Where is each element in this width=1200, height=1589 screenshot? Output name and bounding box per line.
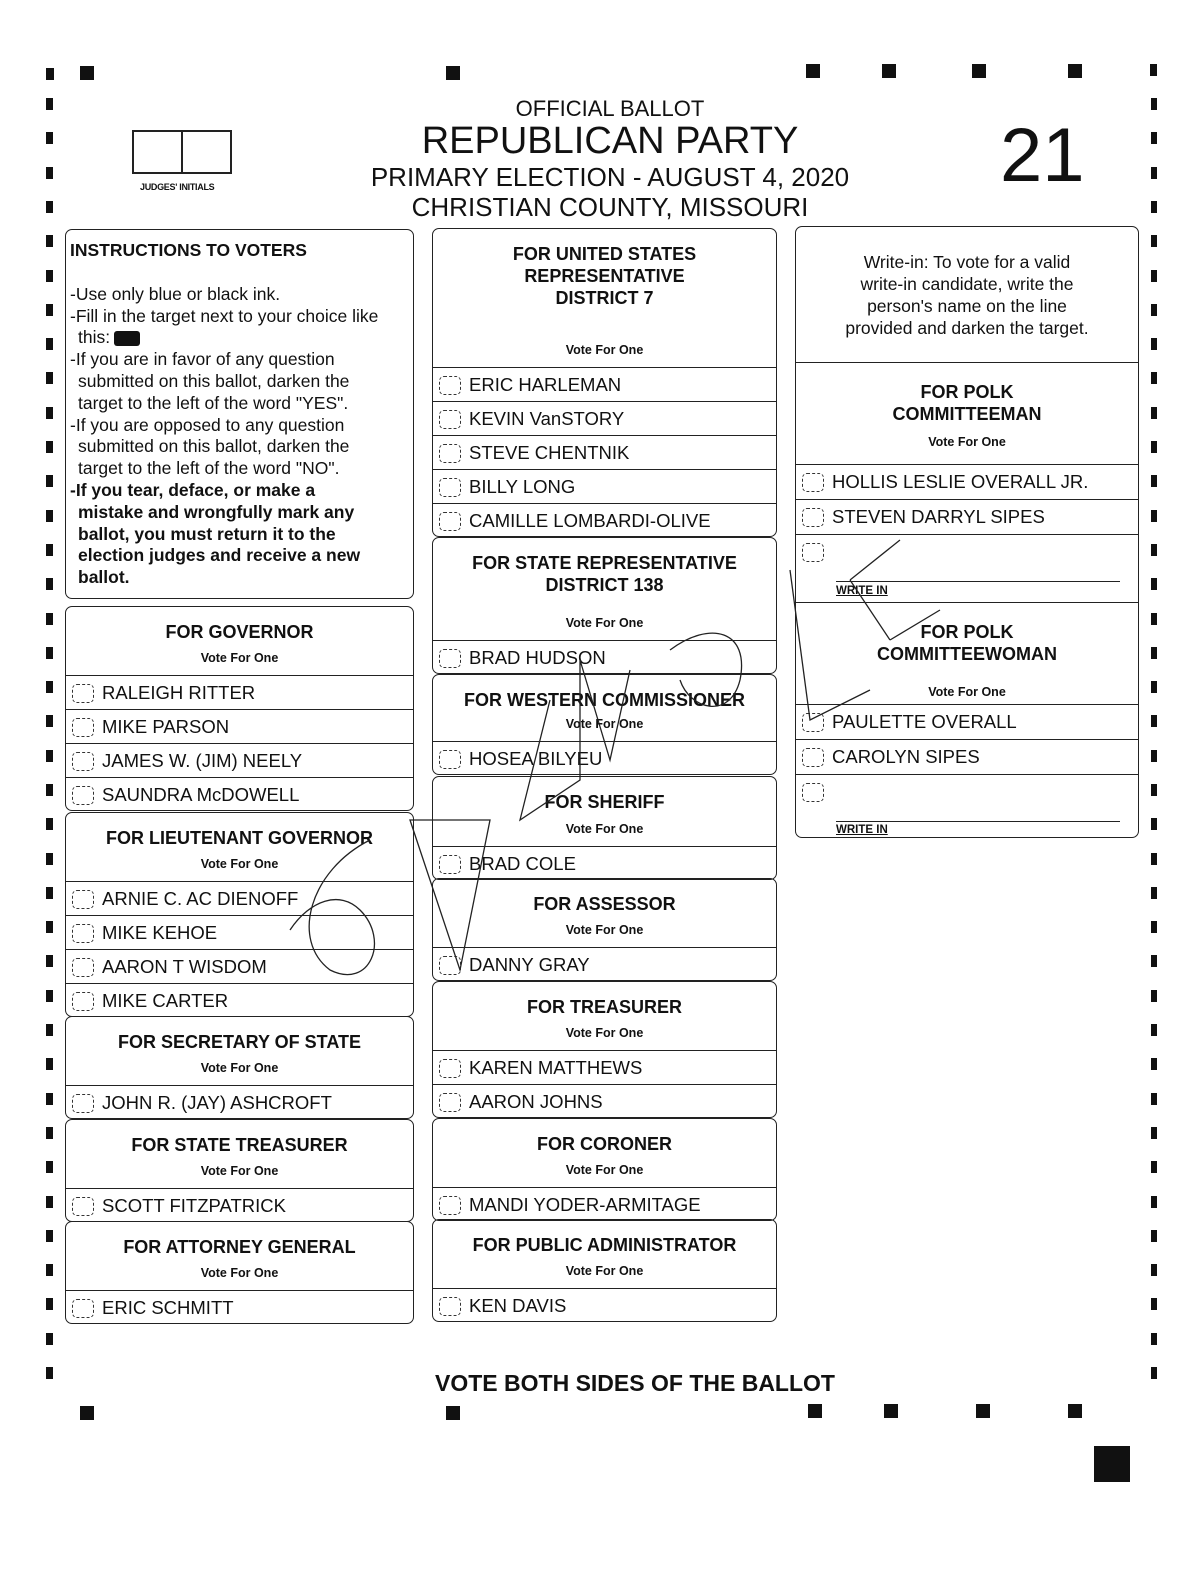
candidate-name: MANDI YODER-ARMITAGE — [469, 1194, 701, 1215]
race-lt-governor — [65, 812, 414, 1017]
instruction-line: target to the left of the word "YES". — [78, 392, 349, 413]
race-state-treasurer — [65, 1119, 414, 1222]
timing-mark — [1151, 1127, 1157, 1139]
timing-mark — [46, 338, 53, 350]
ballot-header — [340, 98, 880, 220]
vote-target[interactable] — [72, 786, 94, 805]
candidate-row[interactable] — [796, 500, 1138, 534]
instruction-text: this: — [78, 327, 111, 348]
vote-target[interactable] — [439, 1297, 461, 1316]
timing-mark — [46, 98, 53, 110]
race-title — [433, 538, 776, 596]
candidate-row[interactable] — [66, 950, 413, 984]
timing-mark — [46, 372, 53, 384]
race-title-line: FOR SECRETARY OF STATE — [117, 1032, 361, 1052]
vote-for-one: Vote For One — [565, 1026, 644, 1040]
race-assessor — [432, 878, 777, 981]
vote-for-one: Vote For One — [565, 343, 644, 357]
candidate-row[interactable] — [433, 1085, 776, 1118]
race-title-line: FOR LIEUTENANT GOVERNOR — [105, 828, 373, 848]
timing-mark — [1151, 750, 1157, 762]
vote-for-one: Vote For One — [200, 1266, 279, 1280]
writein-note-line: provided and darken the target. — [845, 318, 1089, 338]
race-title-line: REPRESENTATIVE — [524, 266, 685, 286]
timing-mark — [1151, 784, 1157, 796]
timing-mark — [46, 270, 53, 282]
vote-target[interactable] — [439, 478, 461, 497]
race-title-line: FOR ATTORNEY GENERAL — [123, 1237, 356, 1257]
judges-initials-box[interactable] — [132, 130, 232, 174]
race-western-comm — [432, 674, 777, 775]
vote-target[interactable] — [439, 1059, 461, 1078]
timing-mark — [1151, 1024, 1157, 1036]
timing-mark — [46, 1230, 53, 1242]
vote-target[interactable] — [439, 855, 461, 874]
candidate-name: SCOTT FITZPATRICK — [102, 1195, 286, 1216]
timing-mark — [46, 921, 53, 933]
race-title — [433, 777, 776, 813]
instructions-box — [65, 229, 414, 599]
race-title-line: COMMITTEEWOMAN — [877, 644, 1057, 664]
candidate-name: KEN DAVIS — [469, 1295, 567, 1316]
timing-mark — [46, 1058, 53, 1070]
timing-mark — [46, 613, 53, 625]
vote-target[interactable] — [439, 750, 461, 769]
candidate-name: JAMES W. (JIM) NEELY — [102, 750, 303, 771]
timing-mark — [1151, 1298, 1157, 1310]
race-title-line: FOR POLK — [920, 622, 1014, 642]
vote-for-one: Vote For One — [565, 923, 644, 937]
instruction-line: election judges and receive a new — [78, 545, 361, 566]
race-title-line: FOR CORONER — [537, 1134, 672, 1154]
header-election: PRIMARY ELECTION - AUGUST 4, 2020 — [370, 162, 850, 192]
candidate-row[interactable] — [433, 1289, 776, 1322]
vote-target[interactable] — [439, 444, 461, 463]
vote-for-one: Vote For One — [565, 1264, 644, 1278]
candidate-row[interactable] — [433, 1051, 776, 1085]
race-title — [433, 229, 776, 309]
timing-mark — [1151, 1161, 1157, 1173]
race-title — [66, 1120, 413, 1156]
timing-mark — [1151, 407, 1157, 419]
candidate-row[interactable] — [433, 470, 776, 504]
vote-both-sides-notice: VOTE BOTH SIDES OF THE BALLOT — [435, 1370, 835, 1396]
timing-mark — [1151, 441, 1157, 453]
instruction-line: -If you are in favor of any question — [70, 349, 335, 370]
candidate-name: ERIC SCHMITT — [102, 1297, 234, 1318]
vote-for-one: Vote For One — [565, 616, 644, 630]
timing-mark — [1151, 235, 1157, 247]
candidate-name: MIKE KEHOE — [102, 922, 218, 943]
race-title — [433, 1220, 776, 1256]
vote-for-one: Vote For One — [928, 685, 1006, 699]
race-title — [66, 1017, 413, 1053]
right-column-box — [795, 226, 1139, 838]
candidate-row[interactable] — [433, 948, 776, 981]
candidate-name: BILLY LONG — [469, 476, 576, 497]
race-title — [66, 813, 413, 849]
timing-mark — [46, 1127, 53, 1139]
race-title — [433, 982, 776, 1018]
instruction-line — [70, 327, 407, 349]
timing-mark — [46, 1024, 53, 1036]
race-title-line: FOR STATE REPRESENTATIVE — [472, 553, 737, 573]
timing-mark — [1151, 887, 1157, 899]
vote-target[interactable] — [439, 1093, 461, 1112]
race-title — [433, 879, 776, 915]
vote-for-one: Vote For One — [200, 651, 279, 665]
candidate-name: ERIC HARLEMAN — [469, 374, 622, 395]
timing-mark — [1151, 1367, 1157, 1379]
vote-for-one: Vote For One — [565, 1163, 644, 1177]
candidate-name: STEVE CHENTNIK — [469, 442, 630, 463]
instruction-line: ballot, you must return it to the — [78, 523, 336, 544]
timing-mark — [46, 1298, 53, 1310]
vote-target[interactable] — [802, 713, 824, 732]
timing-mark — [46, 750, 53, 762]
instruction-line: -If you are opposed to any question — [70, 414, 345, 435]
timing-mark — [1151, 818, 1157, 830]
timing-mark — [46, 955, 53, 967]
vote-target[interactable] — [439, 956, 461, 975]
ballot-style-number: 21 — [1000, 113, 1085, 198]
candidate-name: STEVEN DARRYL SIPES — [832, 506, 1045, 527]
instructions-title: INSTRUCTIONS TO VOTERS — [70, 240, 307, 260]
timing-mark — [46, 1333, 53, 1345]
timing-mark — [1151, 304, 1157, 316]
vote-target[interactable] — [439, 376, 461, 395]
vote-for-one: Vote For One — [565, 717, 644, 731]
candidate-name: HOLLIS LESLIE OVERALL JR. — [832, 471, 1089, 492]
timing-mark — [1151, 1230, 1157, 1242]
vote-target[interactable] — [802, 508, 824, 527]
vote-for-one: Vote For One — [565, 822, 644, 836]
timing-mark — [46, 1196, 53, 1208]
timing-mark — [46, 201, 53, 213]
timing-mark — [1151, 853, 1157, 865]
candidate-name: DANNY GRAY — [469, 954, 590, 975]
writein-row[interactable] — [796, 777, 1138, 811]
timing-mark — [1151, 475, 1157, 487]
candidate-name: BRAD HUDSON — [469, 647, 606, 668]
timing-mark — [46, 1264, 53, 1276]
candidate-name: JOHN R. (JAY) ASHCROFT — [102, 1092, 332, 1113]
timing-mark — [46, 304, 53, 316]
vote-target[interactable] — [802, 783, 824, 802]
timing-mark — [46, 407, 53, 419]
race-state-rep — [432, 537, 777, 674]
race-sheriff — [432, 776, 777, 880]
candidate-name: SAUNDRA McDOWELL — [102, 784, 300, 805]
writein-label: WRITE IN — [836, 824, 888, 836]
race-title — [433, 675, 776, 711]
writein-label: WRITE IN — [836, 585, 888, 597]
race-title-line: FOR TREASURER — [526, 997, 682, 1017]
candidate-row[interactable] — [433, 402, 776, 436]
timing-mark — [46, 990, 53, 1002]
vote-target[interactable] — [439, 649, 461, 668]
candidate-row[interactable] — [66, 1291, 413, 1324]
timing-mark — [46, 132, 53, 144]
vote-for-one: Vote For One — [928, 435, 1006, 449]
judges-initials-label: JUDGES' INITIALS — [140, 182, 215, 192]
writein-note-line: write-in candidate, write the — [860, 274, 1074, 294]
candidate-row[interactable] — [66, 916, 413, 950]
candidate-row[interactable] — [66, 744, 413, 778]
candidate-name: CAMILLE LOMBARDI-OLIVE — [469, 510, 711, 531]
timing-mark — [1151, 647, 1157, 659]
timing-mark — [1151, 167, 1157, 179]
timing-mark — [46, 647, 53, 659]
race-title-line: FOR ASSESSOR — [533, 894, 676, 914]
writein-row[interactable] — [796, 537, 1138, 571]
race-coroner — [432, 1118, 777, 1221]
vote-for-one: Vote For One — [200, 1164, 279, 1178]
timing-mark — [46, 681, 53, 693]
timing-mark — [1151, 1264, 1157, 1276]
candidate-name: HOSEA BILYEU — [469, 748, 603, 769]
candidate-name: AARON T WISDOM — [102, 956, 267, 977]
vote-target[interactable] — [72, 684, 94, 703]
vote-target[interactable] — [439, 1196, 461, 1215]
candidate-row[interactable] — [796, 465, 1138, 499]
candidate-row[interactable] — [66, 1189, 413, 1222]
race-title — [66, 607, 413, 643]
timing-mark — [1151, 715, 1157, 727]
timing-mark — [46, 818, 53, 830]
timing-mark — [46, 784, 53, 796]
candidate-row[interactable] — [66, 676, 413, 710]
race-title-line: FOR UNITED STATES — [512, 244, 697, 264]
candidate-row[interactable] — [66, 778, 413, 811]
header-official-ballot: OFFICIAL BALLOT — [515, 96, 705, 121]
race-sec-state — [65, 1016, 414, 1119]
candidate-name: BRAD COLE — [469, 853, 576, 874]
timing-mark — [1151, 544, 1157, 556]
candidate-row[interactable] — [433, 742, 776, 775]
race-title-line: FOR STATE TREASURER — [131, 1135, 348, 1155]
timing-mark — [1151, 1333, 1157, 1345]
timing-mark — [1151, 201, 1157, 213]
instruction-line: -Fill in the target next to your choice like — [70, 305, 379, 326]
timing-mark — [46, 887, 53, 899]
writein-line[interactable] — [836, 581, 1120, 582]
candidate-row[interactable] — [66, 882, 413, 916]
candidate-name: MIKE PARSON — [102, 716, 230, 737]
instruction-line: submitted on this ballot, darken the — [78, 436, 350, 457]
candidate-name: MIKE CARTER — [102, 990, 229, 1011]
timing-mark — [1151, 578, 1157, 590]
timing-mark — [46, 475, 53, 487]
timing-mark — [1151, 1196, 1157, 1208]
timing-mark — [1151, 613, 1157, 625]
candidate-name: KAREN MATTHEWS — [469, 1057, 643, 1078]
race-attorney-general — [65, 1221, 414, 1324]
vote-target[interactable] — [72, 1094, 94, 1113]
vote-target[interactable] — [72, 992, 94, 1011]
timing-mark — [46, 544, 53, 556]
race-title-line: FOR SHERIFF — [544, 792, 665, 812]
timing-mark — [46, 1093, 53, 1105]
instruction-line: submitted on this ballot, darken the — [78, 370, 350, 391]
timing-mark — [1151, 1093, 1157, 1105]
writein-instructions — [796, 227, 1138, 339]
candidate-row[interactable] — [433, 641, 776, 674]
race-title — [433, 1119, 776, 1155]
timing-mark — [46, 1367, 53, 1379]
vote-target[interactable] — [802, 543, 824, 562]
instruction-line: ballot. — [78, 567, 130, 588]
timing-mark — [1151, 510, 1157, 522]
timing-mark — [1151, 98, 1157, 110]
vote-for-one: Vote For One — [200, 857, 279, 871]
timing-mark — [46, 510, 53, 522]
candidate-row[interactable] — [66, 1086, 413, 1119]
filled-target-example — [114, 331, 140, 346]
vote-target[interactable] — [72, 718, 94, 737]
timing-mark — [46, 167, 53, 179]
race-title — [66, 1222, 413, 1258]
candidate-name: ARNIE C. AC DIENOFF — [102, 888, 299, 909]
timing-mark — [46, 441, 53, 453]
vote-target[interactable] — [72, 890, 94, 909]
timing-mark — [1151, 372, 1157, 384]
race-public-admin — [432, 1219, 777, 1322]
race-title-line: FOR PUBLIC ADMINISTRATOR — [472, 1235, 737, 1255]
candidate-row[interactable] — [433, 368, 776, 402]
timing-mark — [46, 853, 53, 865]
race-title-line: DISTRICT 7 — [555, 288, 654, 308]
timing-mark — [1151, 1058, 1157, 1070]
race-title-line: FOR WESTERN COMMISSIONER — [463, 690, 745, 710]
candidate-row[interactable] — [66, 710, 413, 744]
race-title-line: FOR GOVERNOR — [165, 622, 314, 642]
writein-note-line: person's name on the line — [867, 296, 1067, 316]
candidate-row[interactable] — [796, 705, 1138, 739]
vote-target[interactable] — [72, 924, 94, 943]
header-county: CHRISTIAN COUNTY, MISSOURI — [411, 192, 809, 222]
race-title-line: COMMITTEEMAN — [892, 404, 1042, 424]
timing-mark — [1151, 681, 1157, 693]
race-us-rep — [432, 228, 777, 537]
candidate-name: KEVIN VanSTORY — [469, 408, 625, 429]
race-title-line: FOR POLK — [920, 382, 1014, 402]
header-party: REPUBLICAN PARTY — [421, 120, 799, 162]
timing-mark — [1151, 338, 1157, 350]
race-title-polk-committeewoman — [796, 607, 1138, 665]
candidate-name: AARON JOHNS — [469, 1091, 603, 1112]
vote-for-one: Vote For One — [200, 1061, 279, 1075]
instruction-line: -If you tear, deface, or make a — [70, 479, 316, 500]
vote-target[interactable] — [72, 752, 94, 771]
candidate-row[interactable] — [796, 740, 1138, 774]
vote-target[interactable] — [802, 748, 824, 767]
candidate-row[interactable] — [433, 847, 776, 880]
vote-target[interactable] — [72, 1197, 94, 1216]
timing-mark — [46, 578, 53, 590]
timing-mark — [1151, 132, 1157, 144]
vote-target[interactable] — [439, 512, 461, 531]
timing-mark — [46, 235, 53, 247]
timing-mark — [1151, 270, 1157, 282]
instruction-line: target to the left of the word "NO". — [78, 458, 340, 479]
timing-mark — [1151, 990, 1157, 1002]
candidate-row[interactable] — [433, 504, 776, 537]
vote-target[interactable] — [802, 473, 824, 492]
candidate-row[interactable] — [66, 984, 413, 1017]
candidate-name: PAULETTE OVERALL — [832, 711, 1017, 732]
race-title-polk-committeeman — [796, 367, 1138, 425]
writein-line[interactable] — [836, 821, 1120, 822]
timing-mark — [46, 715, 53, 727]
vote-target[interactable] — [72, 1299, 94, 1318]
race-treasurer — [432, 981, 777, 1118]
candidate-row[interactable] — [433, 436, 776, 470]
timing-mark — [46, 1161, 53, 1173]
timing-mark — [1151, 955, 1157, 967]
vote-target[interactable] — [72, 958, 94, 977]
instruction-line: -Use only blue or black ink. — [70, 283, 281, 304]
candidate-name: CAROLYN SIPES — [832, 746, 980, 767]
vote-target[interactable] — [439, 410, 461, 429]
instruction-line: mistake and wrongfully mark any — [78, 501, 355, 522]
candidate-name: RALEIGH RITTER — [102, 682, 256, 703]
race-governor — [65, 606, 414, 811]
candidate-row[interactable] — [433, 1188, 776, 1221]
timing-mark — [1151, 921, 1157, 933]
race-title-line: DISTRICT 138 — [545, 575, 664, 595]
writein-note-line: Write-in: To vote for a valid — [863, 252, 1071, 272]
